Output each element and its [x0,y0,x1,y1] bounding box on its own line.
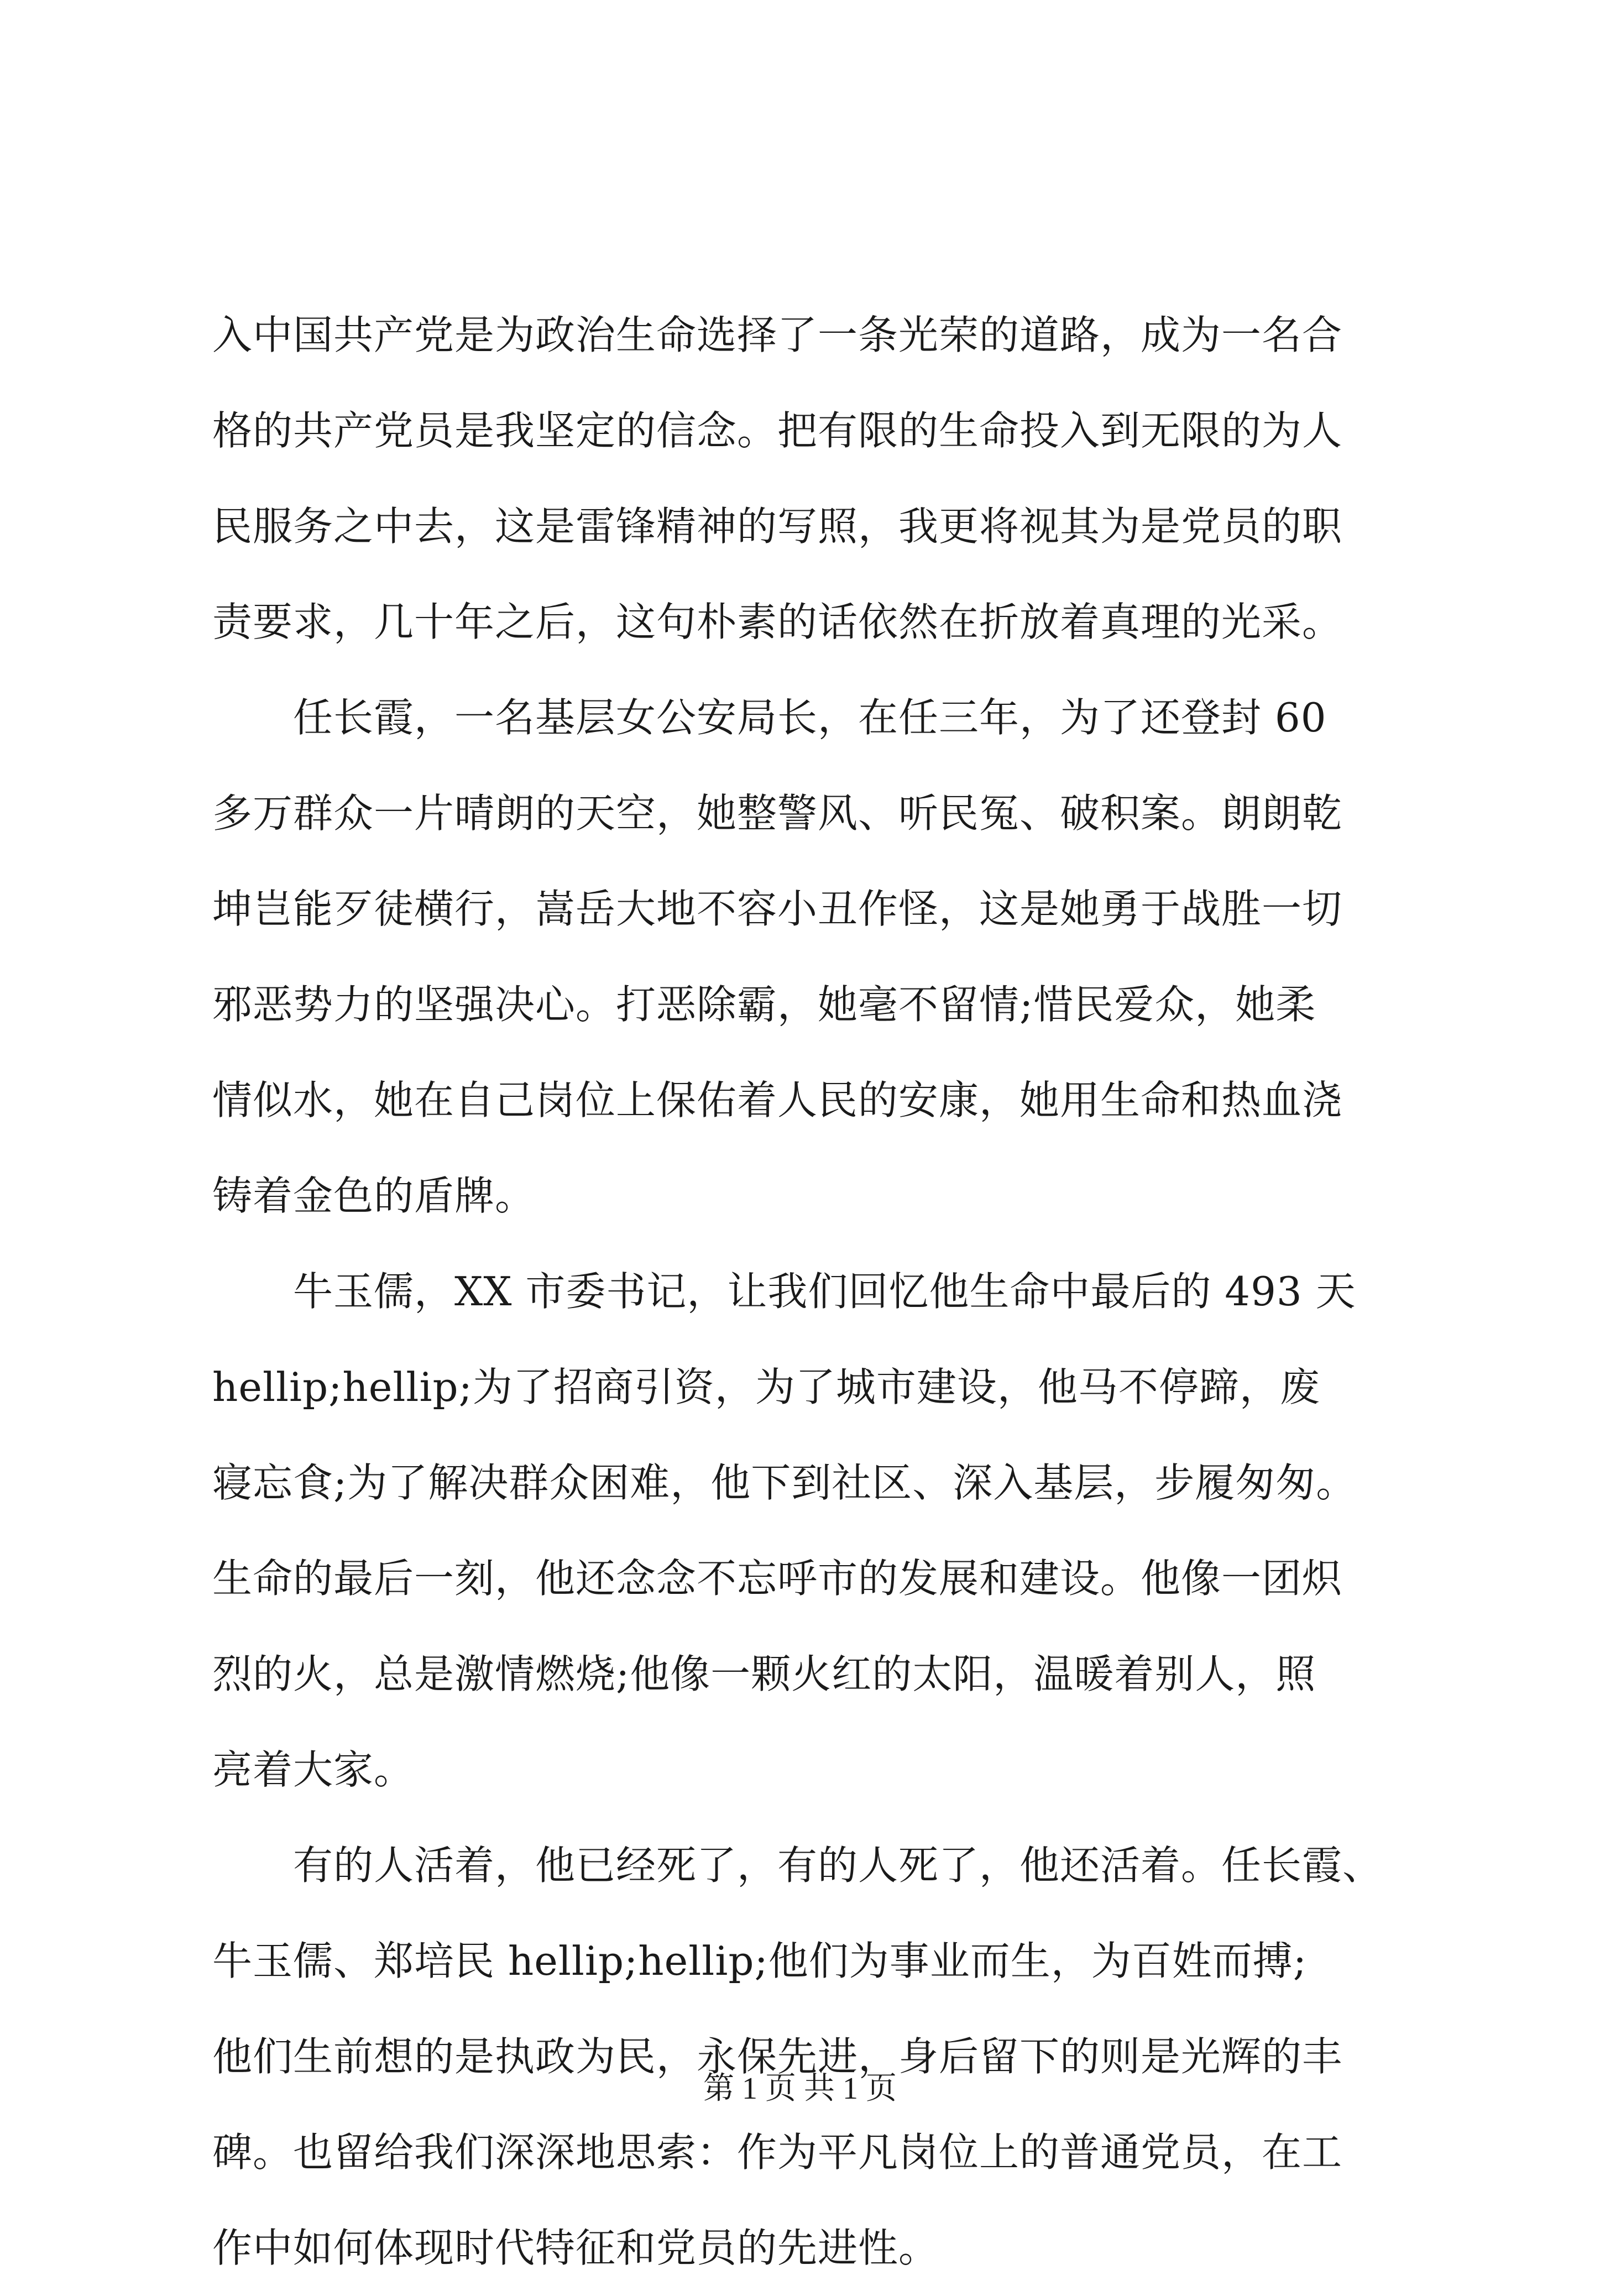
text-line: 寝忘食;为了解决群众困难，他下到社区、深入基层，步履匆匆。 [212,1460,1357,1506]
text-line: 他们生前想的是执政为民，永保先进，身后留下的则是光辉的丰 [212,2033,1343,2080]
text-line: 生命的最后一刻，他还念念不忘呼市的发展和建设。他像一团炽 [212,1555,1343,1602]
text-line: 碑。也留给我们深深地思索：作为平凡岗位上的普通党员，在工 [212,2129,1343,2175]
text-line: 作中如何体现时代特征和党员的先进性。 [212,2225,939,2271]
text-line: 格的共产党员是我坚定的信念。把有限的生命投入到无限的为人 [212,407,1343,454]
text-line: 责要求，几十年之后，这句朴素的话依然在折放着真理的光采。 [212,599,1343,645]
text-line: 铸着金色的盾牌。 [212,1173,536,1219]
text-line: 邪恶势力的坚强决心。打恶除霸，她毫不留情;惜民爱众，她柔 [212,981,1316,1028]
text-line: 亮着大家。 [212,1746,415,1793]
text-line: 民服务之中去，这是雷锋精神的写照，我更将视其为是党员的职 [212,503,1343,550]
document-body [212,287,1401,2296]
text-line: 入中国共产党是为政治生命选择了一条光荣的道路，成为一名合 [212,312,1343,358]
text-line: 任长霞，一名基层女公安局长，在任三年，为了还登封 60 [212,694,1327,741]
text-line: 烈的火，总是激情燃烧;他像一颗火红的太阳，温暖着别人，照 [212,1651,1316,1697]
text-line: hellip;hellip;为了招商引资，为了城市建设，他马不停蹄，废 [212,1364,1320,1410]
text-line: 情似水，她在自己岗位上保佑着人民的安康，她用生命和热血浇 [212,1077,1343,1123]
text-line: 牛玉儒，XX 市委书记，让我们回忆他生命中最后的 493 天 [212,1268,1356,1315]
text-line: 有的人活着，他已经死了，有的人死了，他还活着。任长霞、 [212,1842,1383,1889]
page-number-footer: 第 1 页 共 1 页 [703,2072,897,2106]
text-line: 牛玉儒、郑培民 hellip;hellip;他们为事业而生，为百姓而搏; [212,1938,1307,1984]
text-line: 坤岂能歹徒横行，嵩岳大地不容小丑作怪，这是她勇于战胜一切 [212,886,1343,932]
text-line: 多万群众一片晴朗的天空，她整警风、听民冤、破积案。朗朗乾 [212,790,1343,836]
